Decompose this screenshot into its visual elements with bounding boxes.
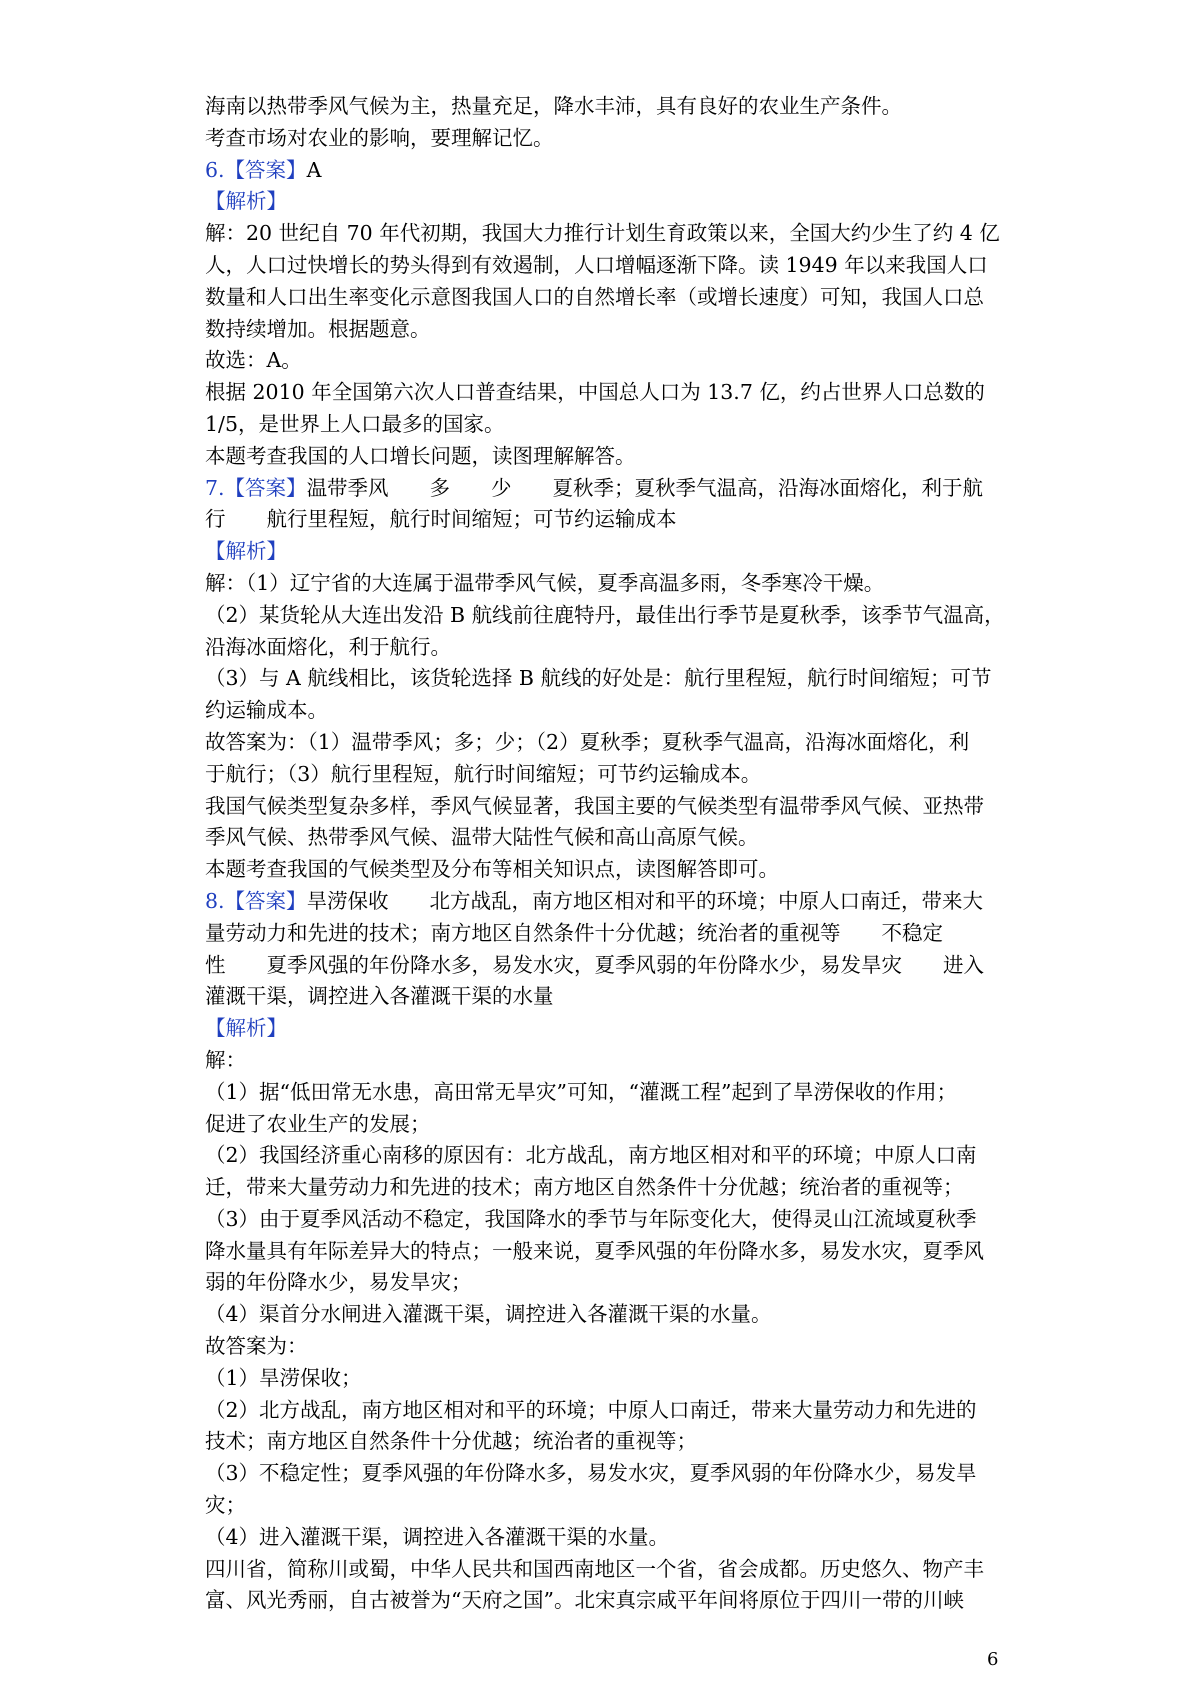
line-text: 我国气候类型复杂多样，季风气候显著，我国主要的气候类型有温带季风气候、亚热带	[205, 793, 984, 818]
answer-label: 【解析】	[205, 189, 287, 214]
text-line	[205, 632, 1005, 664]
line-text: （3）由于夏季风活动不稳定，我国降水的季节与年际变化大，使得灵山江流域夏秋季	[205, 1206, 977, 1231]
text-line	[205, 759, 1005, 791]
line-text: （4）进入灌溉干渠，调控进入各灌溉干渠的水量。	[205, 1524, 670, 1549]
line-text: 数量和人口出生率变化示意图我国人口的自然增长率（或增长速度）可知，我国人口总	[205, 284, 984, 309]
text-line	[205, 1522, 1005, 1554]
text-line	[205, 1204, 1005, 1236]
text-line	[205, 1077, 1005, 1109]
line-text: （2）某货轮从大连出发沿 B 航线前往鹿特丹，最佳出行季节是夏秋季，该季节气温高，	[205, 602, 1005, 627]
line-text: （1）据“低田常无水患，高田常无旱灾”可知，“灌溉工程”起到了旱涝保收的作用；	[205, 1079, 957, 1104]
text-line	[205, 695, 1005, 727]
line-text: 故选：A。	[205, 348, 302, 373]
line-text: A	[306, 157, 322, 182]
text-line	[205, 1236, 1005, 1268]
line-text: 富、风光秀丽，自古被誉为“天府之国”。北宋真宗咸平年间将原位于四川一带的川峡	[205, 1588, 964, 1613]
text-line	[205, 663, 1005, 695]
line-text: 1/5，是世界上人口最多的国家。	[205, 411, 505, 436]
line-text: 沿海冰面熔化，利于航行。	[205, 634, 451, 659]
text-line	[205, 473, 1005, 505]
line-text: 故答案为：	[205, 1334, 308, 1359]
line-text: 根据 2010 年全国第六次人口普查结果，中国总人口为 13.7 亿，约占世界人口总数的	[205, 380, 985, 405]
line-text: 弱的年份降水少，易发旱灾；	[205, 1270, 472, 1295]
line-text: 性 夏季风强的年份降水多，易发水灾，夏季风弱的年份降水少，易发旱灾 进入	[205, 952, 984, 977]
line-text: 解：20 世纪自 70 年代初期，我国大力推行计划生育政策以来，全国大约少生了约 4 亿	[205, 221, 1000, 246]
line-text: 灌溉干渠，调控进入各灌溉干渠的水量	[205, 984, 554, 1009]
text-line	[205, 441, 1005, 473]
line-text: 数持续增加。根据题意。	[205, 316, 431, 341]
text-line	[205, 1363, 1005, 1395]
line-text: （3）不稳定性；夏季风强的年份降水多，易发水灾，夏季风弱的年份降水少，易发旱	[205, 1461, 977, 1486]
text-line	[205, 1585, 1005, 1617]
text-line	[205, 155, 1005, 187]
text-line	[205, 822, 1005, 854]
text-line	[205, 1426, 1005, 1458]
line-text: 四川省，简称川或蜀，中华人民共和国西南地区一个省，省会成都。历史悠久、物产丰	[205, 1556, 984, 1581]
line-text: 迁，带来大量劳动力和先进的技术；南方地区自然条件十分优越；统治者的重视等；	[205, 1175, 964, 1200]
text-line	[205, 854, 1005, 886]
page-number: 6	[987, 1649, 999, 1670]
page-body	[205, 91, 1005, 1617]
line-text: 故答案为：（1）温带季风；多；少；（2）夏秋季；夏秋季气温高，沿海冰面熔化，利	[205, 729, 970, 754]
text-line	[205, 91, 1005, 123]
text-line	[205, 1172, 1005, 1204]
line-text: 旱涝保收 北方战乱，南方地区相对和平的环境；中原人口南迁，带来大	[306, 888, 984, 913]
text-line	[205, 1490, 1005, 1522]
text-line	[205, 1140, 1005, 1172]
text-line	[205, 409, 1005, 441]
line-text: 考查市场对农业的影响，要理解记忆。	[205, 125, 554, 150]
text-line	[205, 345, 1005, 377]
text-line	[205, 791, 1005, 823]
line-text: 人，人口过快增长的势头得到有效遏制，人口增幅逐渐下降。读 1949 年以来我国人口	[205, 252, 988, 277]
answer-label: 6.【答案】	[205, 157, 307, 182]
text-line	[205, 123, 1005, 155]
line-text: 于航行；（3）航行里程短，航行时间缩短；可节约运输成本。	[205, 761, 762, 786]
line-text: 技术；南方地区自然条件十分优越；统治者的重视等；	[205, 1429, 697, 1454]
text-line	[205, 600, 1005, 632]
text-line	[205, 1395, 1005, 1427]
text-line	[205, 377, 1005, 409]
line-text: （1）旱涝保收；	[205, 1365, 362, 1390]
text-line	[205, 981, 1005, 1013]
text-line	[205, 1109, 1005, 1141]
answer-label: 7.【答案】	[205, 475, 307, 500]
text-line	[205, 918, 1005, 950]
text-line	[205, 1554, 1005, 1586]
line-text: （3）与 A 航线相比，该货轮选择 B 航线的好处是：航行里程短，航行时间缩短；可节	[205, 666, 992, 691]
text-line	[205, 950, 1005, 982]
text-line	[205, 1299, 1005, 1331]
line-text: 本题考查我国的气候类型及分布等相关知识点，读图解答即可。	[205, 857, 779, 882]
answer-label: 8.【答案】	[205, 888, 307, 913]
line-text: 降水量具有年际差异大的特点；一般来说，夏季风强的年份降水多，易发水灾，夏季风	[205, 1238, 984, 1263]
text-line	[205, 1331, 1005, 1363]
line-text: （2）我国经济重心南移的原因有：北方战乱，南方地区相对和平的环境；中原人口南	[205, 1143, 977, 1168]
text-line	[205, 886, 1005, 918]
line-text: 季风气候、热带季风气候、温带大陆性气候和高山高原气候。	[205, 825, 759, 850]
line-text: 行 航行里程短，航行时间缩短；可节约运输成本	[205, 507, 677, 532]
line-text: 灾；	[205, 1493, 246, 1518]
line-text: 解：（1）辽宁省的大连属于温带季风气候，夏季高温多雨，冬季寒冷干燥。	[205, 570, 885, 595]
text-line	[205, 250, 1005, 282]
line-text: 促进了农业生产的发展；	[205, 1111, 431, 1136]
text-line	[205, 1267, 1005, 1299]
answer-label: 【解析】	[205, 1016, 287, 1041]
text-line	[205, 536, 1005, 568]
line-text: 约运输成本。	[205, 698, 328, 723]
text-line	[205, 1013, 1005, 1045]
text-line	[205, 1045, 1005, 1077]
line-text: 解：	[205, 1047, 246, 1072]
text-line	[205, 186, 1005, 218]
text-line	[205, 218, 1005, 250]
answer-label: 【解析】	[205, 539, 287, 564]
text-line	[205, 282, 1005, 314]
line-text: 温带季风 多 少 夏秋季；夏秋季气温高，沿海冰面熔化，利于航	[306, 475, 984, 500]
text-line	[205, 314, 1005, 346]
text-line	[205, 1458, 1005, 1490]
line-text: （2）北方战乱，南方地区相对和平的环境；中原人口南迁，带来大量劳动力和先进的	[205, 1397, 977, 1422]
line-text: （4）渠首分水闸进入灌溉干渠，调控进入各灌溉干渠的水量。	[205, 1302, 772, 1327]
text-line	[205, 727, 1005, 759]
line-text: 量劳动力和先进的技术；南方地区自然条件十分优越；统治者的重视等 不稳定	[205, 920, 943, 945]
text-line	[205, 568, 1005, 600]
line-text: 本题考查我国的人口增长问题，读图理解解答。	[205, 443, 636, 468]
text-line	[205, 504, 1005, 536]
line-text: 海南以热带季风气候为主，热量充足，降水丰沛，具有良好的农业生产条件。	[205, 94, 902, 118]
